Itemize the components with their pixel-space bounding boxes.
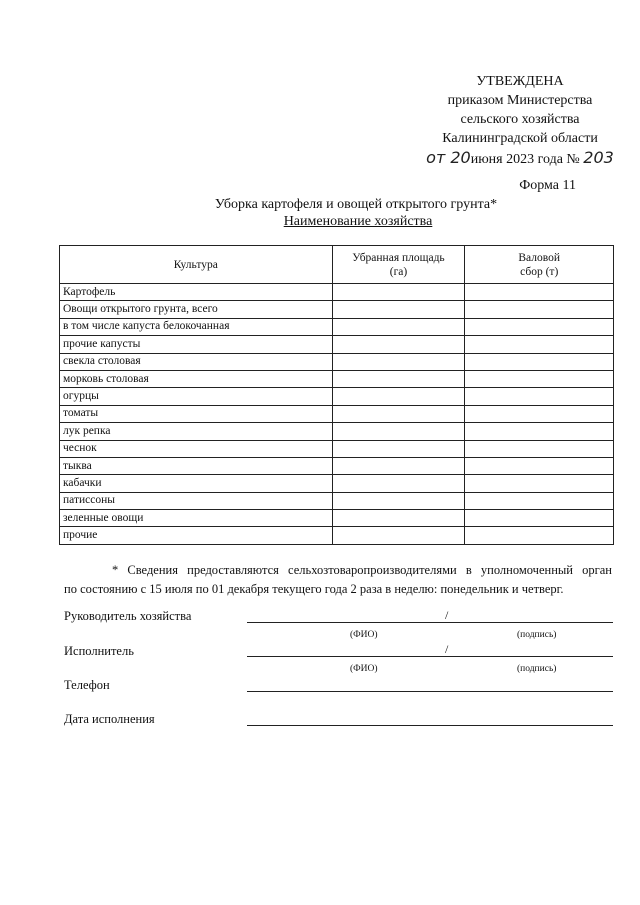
executor-field[interactable] xyxy=(247,655,613,657)
gross-yield-cell[interactable] xyxy=(465,527,614,544)
gross-yield-cell[interactable] xyxy=(465,510,614,527)
harvested-area-cell[interactable] xyxy=(332,527,465,544)
executor-label: Исполнитель xyxy=(64,644,134,658)
table-row xyxy=(60,440,614,457)
culture-cell: зеленные овощи xyxy=(60,510,333,527)
harvested-area-cell[interactable] xyxy=(332,284,465,301)
header-gross-yield xyxy=(465,246,614,284)
phone-label: Телефон xyxy=(64,678,110,692)
culture-cell: томаты xyxy=(60,405,333,422)
footnote xyxy=(64,561,612,599)
head-sign-caption: (подпись) xyxy=(517,630,557,640)
culture-cell: в том числе капуста белокочанная xyxy=(60,318,333,335)
harvested-area-cell[interactable] xyxy=(332,370,465,387)
order-reference xyxy=(400,148,640,169)
harvested-area-cell[interactable] xyxy=(332,353,465,370)
order-text: июня 2023 года № xyxy=(470,152,580,167)
executor-sign-caption: (подпись) xyxy=(517,664,557,674)
table-row xyxy=(60,423,614,440)
harvested-area-cell[interactable] xyxy=(332,388,465,405)
culture-cell: лук репка xyxy=(60,423,333,440)
head-fio-caption: (ФИО) xyxy=(350,630,378,640)
handwritten-order-number: 203 xyxy=(583,148,614,167)
culture-cell: Овощи открытого грунта, всего xyxy=(60,301,333,318)
gross-yield-cell[interactable] xyxy=(465,370,614,387)
approval-block xyxy=(400,72,640,169)
form-number: Форма 11 xyxy=(519,178,576,193)
gross-yield-cell[interactable] xyxy=(465,440,614,457)
table-row xyxy=(60,457,614,474)
footnote-line-2: по состоянию с 15 июля по 01 декабря текущего года 2 раза в неделю: понедельник и четверг. xyxy=(64,582,564,596)
harvested-area-cell[interactable] xyxy=(332,301,465,318)
table-row xyxy=(60,336,614,353)
footnote-line-1: * Сведения предоставляются сельхозтоваропроизводителями в уполномоченный орган xyxy=(112,563,612,577)
farm-name-label: Наименование хозяйства xyxy=(283,214,433,229)
approval-heading: УТВЕЖДЕНА xyxy=(476,74,564,89)
gross-yield-cell[interactable] xyxy=(465,301,614,318)
culture-cell: морковь столовая xyxy=(60,370,333,387)
date-label: Дата исполнения xyxy=(64,712,155,726)
approval-line-2: приказом Министерства xyxy=(447,93,593,108)
header-culture: Культура xyxy=(60,246,333,284)
harvested-area-cell[interactable] xyxy=(332,336,465,353)
table-row xyxy=(60,475,614,492)
document-title: Уборка картофеля и овощей открытого грунта* xyxy=(214,197,498,212)
culture-cell: прочие капусты xyxy=(60,336,333,353)
executor-slash: / xyxy=(445,642,449,656)
harvested-area-cell[interactable] xyxy=(332,457,465,474)
harvested-area-cell[interactable] xyxy=(332,510,465,527)
gross-yield-cell[interactable] xyxy=(465,388,614,405)
farm-name-heading xyxy=(0,214,640,230)
gross-yield-cell[interactable] xyxy=(465,405,614,422)
approval-line-3: сельского хозяйства xyxy=(460,112,580,127)
head-slash: / xyxy=(445,608,449,622)
harvested-area-cell[interactable] xyxy=(332,318,465,335)
gross-yield-cell[interactable] xyxy=(465,353,614,370)
gross-yield-cell[interactable] xyxy=(465,423,614,440)
executor-fio-caption: (ФИО) xyxy=(350,664,378,674)
gross-yield-cell[interactable] xyxy=(465,475,614,492)
table-body xyxy=(60,284,614,545)
phone-field[interactable] xyxy=(247,690,613,692)
harvested-area-cell[interactable] xyxy=(332,405,465,422)
head-of-farm-field[interactable] xyxy=(247,621,613,623)
table-row xyxy=(60,318,614,335)
approval-line-4: Калининградской области xyxy=(442,131,598,146)
date-field[interactable] xyxy=(247,724,613,726)
table-row xyxy=(60,301,614,318)
culture-cell: свекла столовая xyxy=(60,353,333,370)
table-row xyxy=(60,388,614,405)
head-of-farm-label: Руководитель хозяйства xyxy=(64,609,192,623)
gross-yield-cell[interactable] xyxy=(465,492,614,509)
table-row xyxy=(60,527,614,544)
culture-cell: огурцы xyxy=(60,388,333,405)
table-row xyxy=(60,510,614,527)
header-harvested-area xyxy=(332,246,465,284)
harvested-area-cell[interactable] xyxy=(332,475,465,492)
culture-cell: Картофель xyxy=(60,284,333,301)
culture-cell: патиссоны xyxy=(60,492,333,509)
harvested-area-cell[interactable] xyxy=(332,423,465,440)
table-row xyxy=(60,405,614,422)
handwritten-order-date: от 20 xyxy=(426,148,471,167)
table-row xyxy=(60,353,614,370)
table-row xyxy=(60,370,614,387)
table-row xyxy=(60,492,614,509)
culture-cell: прочие xyxy=(60,527,333,544)
gross-yield-cell[interactable] xyxy=(465,336,614,353)
table-row xyxy=(60,284,614,301)
gross-yield-cell[interactable] xyxy=(465,318,614,335)
gross-yield-cell[interactable] xyxy=(465,457,614,474)
header-area-unit: (га) xyxy=(389,265,408,278)
gross-yield-cell[interactable] xyxy=(465,284,614,301)
harvest-table xyxy=(59,245,614,545)
culture-cell: чеснок xyxy=(60,440,333,457)
header-area-label: Убранная площадь xyxy=(352,251,445,264)
header-yield-label: Валовой xyxy=(518,251,561,264)
header-yield-unit: сбор (т) xyxy=(520,265,559,278)
harvested-area-cell[interactable] xyxy=(332,492,465,509)
harvested-area-cell[interactable] xyxy=(332,440,465,457)
culture-cell: тыква xyxy=(60,457,333,474)
culture-cell: кабачки xyxy=(60,475,333,492)
table-header-row xyxy=(60,246,614,284)
